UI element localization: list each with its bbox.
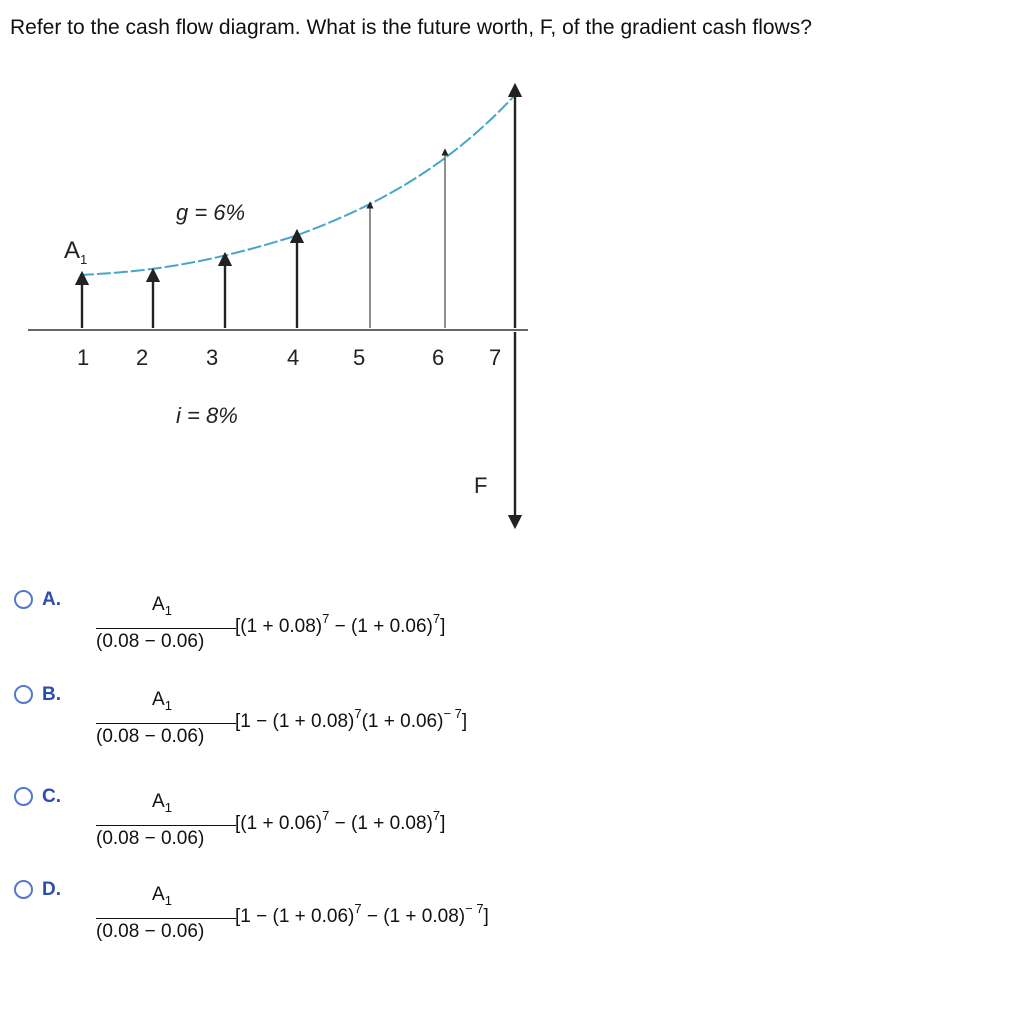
period-label: 3	[206, 345, 219, 370]
formula-denominator: (0.08 − 0.06)	[96, 726, 205, 747]
formula-numerator: $A_1$	[152, 791, 172, 815]
formula-denominator: (0.08 − 0.06)	[96, 921, 205, 942]
formula-numerator: $A_1$	[152, 689, 172, 713]
formula-numerator: $A_1$	[152, 884, 172, 908]
question-text: Refer to the cash flow diagram. What is the future worth, F, of the gradient cash flows?	[10, 16, 812, 39]
interest-rate-label: i = 8%	[176, 403, 238, 428]
cash-flow-diagram	[0, 0, 560, 540]
answer-option-d[interactable]	[14, 880, 614, 960]
answer-option-b[interactable]	[14, 685, 614, 765]
formula-numerator: $A_1$	[152, 594, 172, 618]
growth-rate-label: g = 6%	[176, 200, 246, 225]
formula-bracket-term: $[1 - (1 + 0.06)^7 - (1 + 0.08)^{- 7}]$	[235, 901, 489, 927]
period-label: 5	[353, 345, 366, 370]
option-letter: B.	[42, 684, 61, 705]
future-worth-label: F	[474, 473, 488, 498]
fraction-bar	[96, 628, 236, 629]
option-formula	[96, 689, 616, 759]
radio-button-b[interactable]	[14, 685, 33, 704]
option-formula	[96, 594, 616, 664]
period-label: 6	[432, 345, 445, 370]
formula-bracket-term: $[1 - (1 + 0.08)^7(1 + 0.06)^{- 7}]$	[235, 706, 468, 732]
option-formula	[96, 884, 616, 954]
fraction-bar	[96, 918, 236, 919]
option-formula	[96, 791, 616, 861]
radio-button-d[interactable]	[14, 880, 33, 899]
formula-bracket-term: $[(1 + 0.08)^7 - (1 + 0.06)^7]$	[235, 611, 446, 637]
period-label: 2	[136, 345, 149, 370]
option-letter: A.	[42, 589, 61, 610]
a1-label: $A_1$	[64, 237, 88, 267]
answer-option-c[interactable]	[14, 787, 614, 867]
option-letter: D.	[42, 879, 61, 900]
answer-option-a[interactable]	[14, 590, 614, 670]
period-label: 7	[489, 345, 502, 370]
fraction-bar	[96, 825, 236, 826]
period-label: 1	[77, 345, 90, 370]
period-label: 4	[287, 345, 300, 370]
radio-button-a[interactable]	[14, 590, 33, 609]
option-letter: C.	[42, 786, 61, 807]
formula-bracket-term: $[(1 + 0.06)^7 - (1 + 0.08)^7]$	[235, 808, 446, 834]
radio-button-c[interactable]	[14, 787, 33, 806]
formula-denominator: (0.08 − 0.06)	[96, 631, 205, 652]
formula-denominator: (0.08 − 0.06)	[96, 828, 205, 849]
fraction-bar	[96, 723, 236, 724]
